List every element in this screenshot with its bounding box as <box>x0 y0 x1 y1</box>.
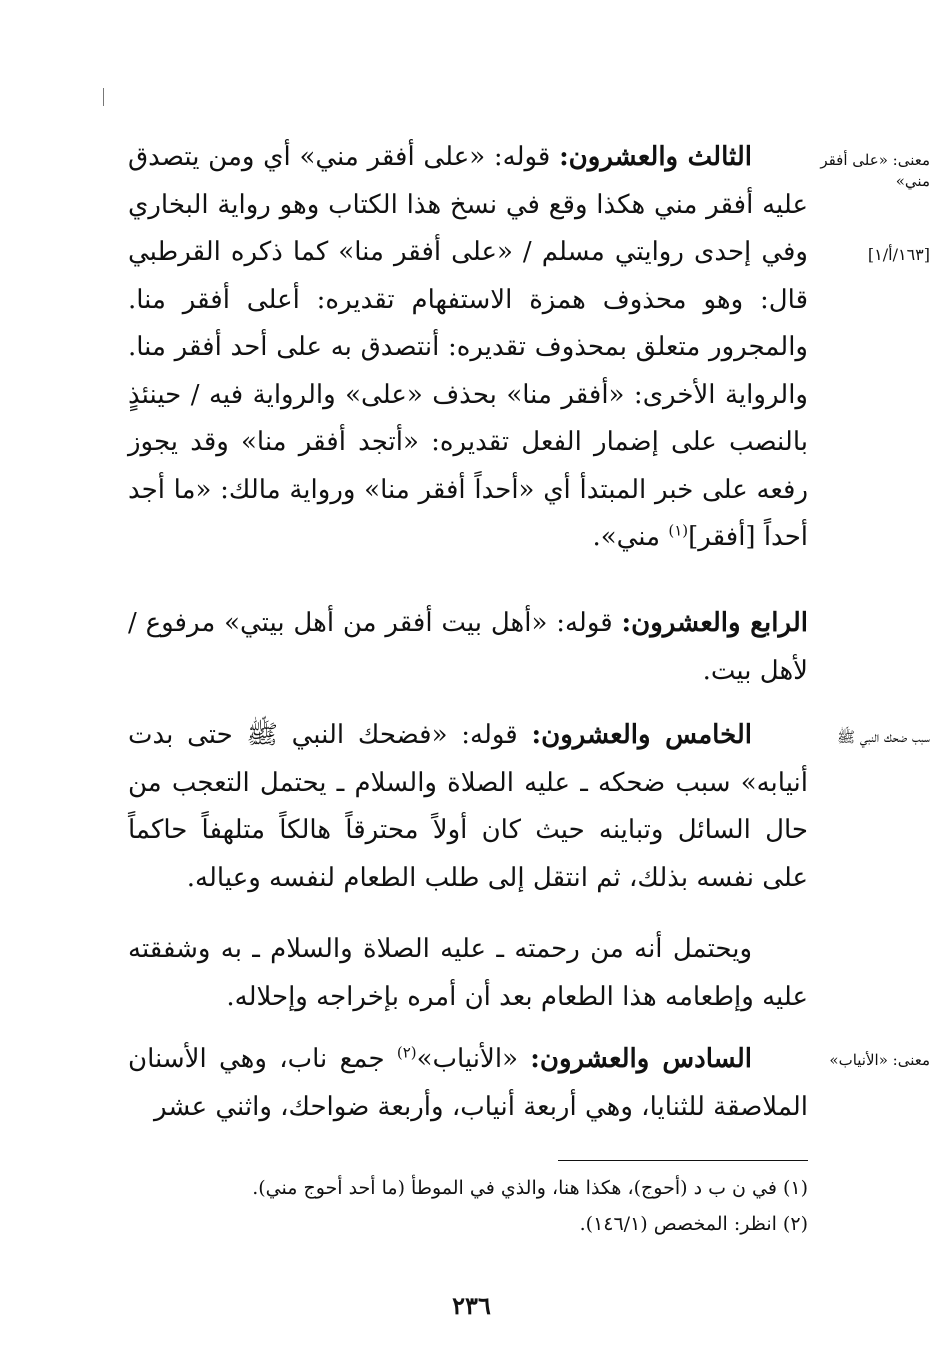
paragraph-23-label: الثالث والعشرون: <box>559 142 752 172</box>
footnote-separator <box>558 1160 808 1161</box>
paragraph-25-label: الخامس والعشرون: <box>531 720 753 750</box>
paragraph-23-tail: مني». <box>592 522 669 552</box>
page-number: ٢٣٦ <box>452 1291 491 1320</box>
footnote-1: (١) في ن ب د (أحوج)، هكذا هنا، والذي في الموطأ (ما أحد أحوج مني). <box>252 1177 808 1199</box>
paragraph-23-text: قوله: «على أفقر مني» أي ومن يتصدق عليه أفقر مني هكذا وقع في نسخ هذا الكتاب وهو رواية البخاري وفي إحدى روايتي مسلم / «على أفقر منا» كما ذكره القرطبي قال: وهو محذوف همزة الاستفهام تقديره: أعلى أفقر منا. والمجرور متعلق بمحذوف تقديره: أنتصدق به على أحد أفقر منا. والرواية الأخرى: «أفقر منا» بحذف «على» والرواية فيه / حينئذٍ بالنصب على إضمار الفعل تقديره: «أتجد أفقر منا» وقد يجوز رفعه على خبر المبتدأ أي «أحداً أفقر منا» ورواية مالك: «ما أجد أحداً [أفقر] <box>128 142 808 552</box>
paragraph-25 <box>128 712 808 902</box>
paragraph-25-continued <box>128 926 808 1021</box>
paragraph-23 <box>128 134 808 562</box>
paragraph-24 <box>128 600 808 695</box>
paragraph-26 <box>128 1036 808 1131</box>
paragraph-25-continued-text: ويحتمل أنه من رحمته ـ عليه الصلاة والسلام ـ به وشفقته عليه وإطعامه هذا الطعام بعد أن أمره بإخراجه وإحلاله. <box>128 934 808 1012</box>
footnote-ref-1: (١) <box>668 521 689 540</box>
footnote-ref-2: (٢) <box>396 1043 417 1062</box>
footnotes <box>128 1170 808 1242</box>
margin-note-prophet-laughter: سبب ضحك النبي ﷺ <box>836 728 930 746</box>
paragraph-24-text: قوله: «أهل بيت أفقر من أهل بيتي» مرفوع / لأهل بيت. <box>128 608 808 686</box>
paragraph-26-tail: جمع ناب، وهي الأسنان الملاصقة للثنايا، وهي أربعة أنياب، وأربعة ضواحك، واثني عشر <box>128 1044 808 1122</box>
scan-mark <box>103 88 104 106</box>
footnote-2: (٢) انظر: المخصص (١٤٦/١). <box>579 1213 808 1235</box>
margin-note-meaning-anyab: معنى: «الأنياب» <box>829 1051 930 1069</box>
paragraph-26-text: «الأنياب» <box>416 1044 531 1074</box>
margin-note-meaning-afqar: معنى: «على أفقر مني» <box>820 151 930 190</box>
paragraph-26-label: السادس والعشرون: <box>530 1044 752 1074</box>
paragraph-24-label: الرابع والعشرون: <box>621 608 808 638</box>
paragraph-25-text: قوله: «فضحك النبي ﷺ حتى بدت أنيابه» سبب ضحكه ـ عليه الصلاة والسلام ـ يحتمل التعجب من حال السائل وتباينه حيث كان أولاً محترقاً هالكاً متلهفاً حاكماً على نفسه بذلك، ثم انتقل إلى طلب الطعام لنفسه وعياله. <box>128 720 808 893</box>
margin-folio-reference: [١٦٣/أ/١] <box>867 245 930 264</box>
